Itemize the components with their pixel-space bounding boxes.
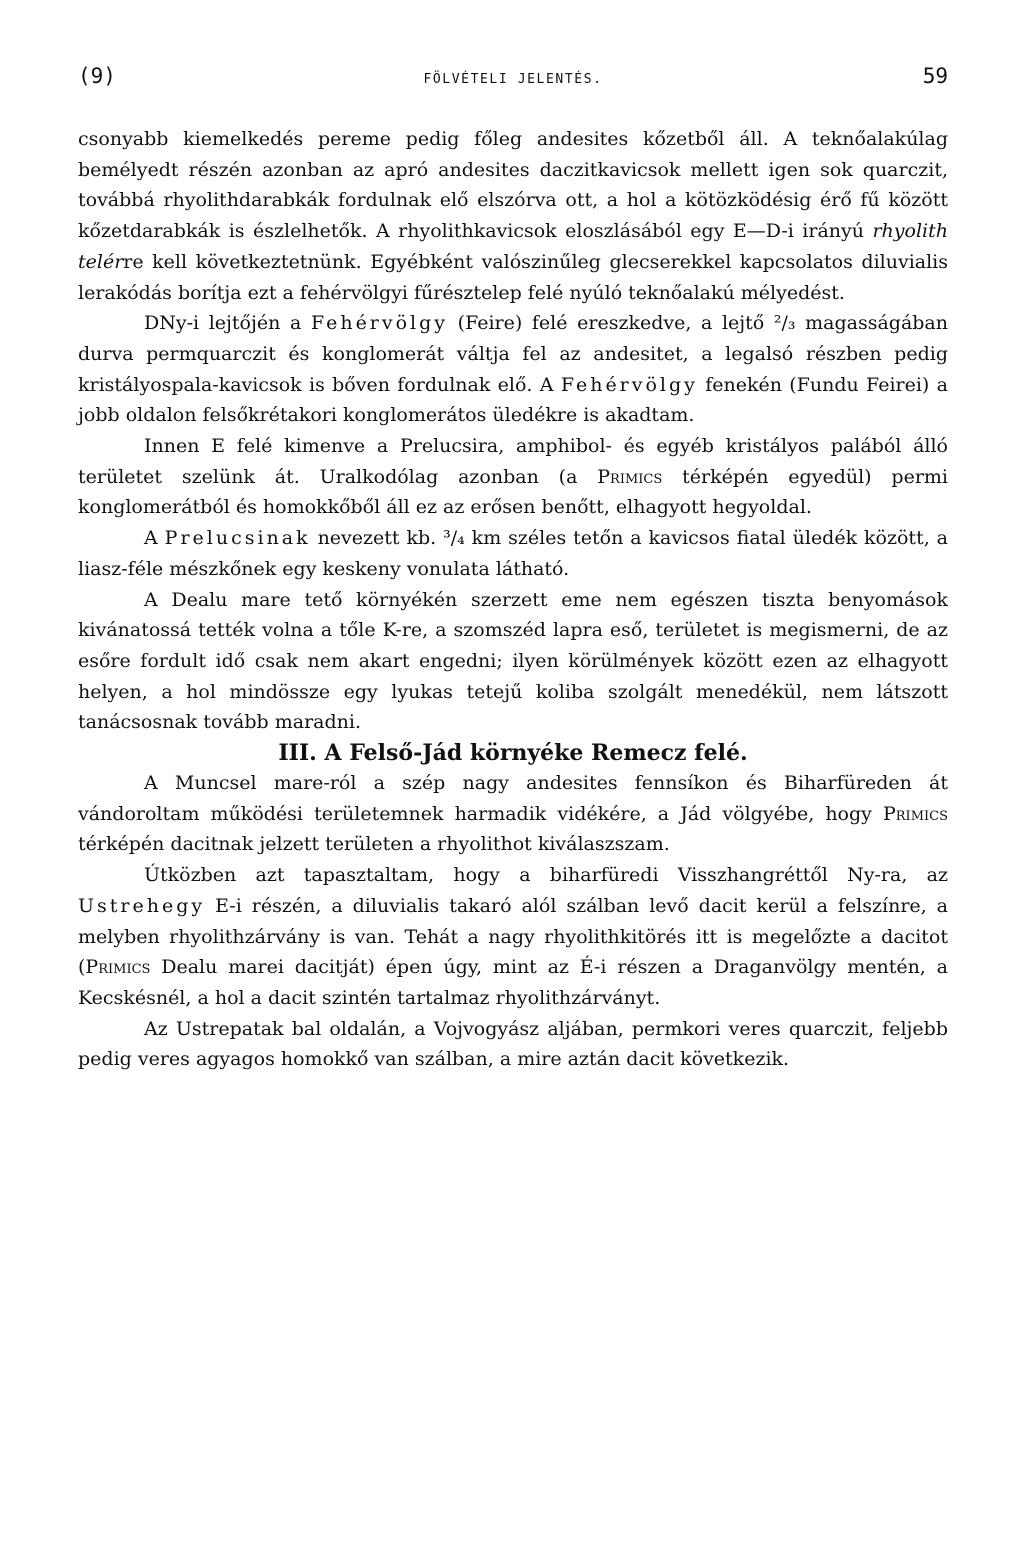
author-name: Primics [597, 465, 663, 488]
author-name: Primics [85, 956, 151, 979]
section-heading: III. A Felső-Jád környéke Remecz felé. [278, 740, 748, 767]
paragraph: Az Ustrepatak bal oldalán, a Vojvogyász aljában, permkori veres quarczit, feljebb pedig veres agyagos homokkő van szálban, a mire aztán dacit következik. [78, 1017, 948, 1071]
running-title: FÖLVÉTELI JELENTÉS. [423, 72, 603, 87]
paragraph: A Prelucsinak nevezett kb. ³/₄ km széles tetőn a kavicsos fiatal üledék között, a liasz-féle mészkőnek egy keskeny vonulata látható. [78, 527, 948, 580]
paragraph: DNy-i lejtőjén a Fehérvölgy (Feire) felé ereszkedve, a lejtő ²/₃ magasságában durva permquarczit és konglomerát váltja fel az andesitet, a legalsó részben pedig kristályospala-kavicsok is bőven fordulnak elő. A Fehérvölgy fenekén (Fundu Feirei) a jobb oldalon felsőkrétakori konglomerátos üledékre is akadtam. [78, 312, 948, 427]
paragraph: A Dealu mare tető környékén szerzett eme nem egészen tiszta benyomások kivánatossá tették volna a tőle K-re, a szomszéd lapra eső, területet is megismerni, de az esőre fordult idő csak nem akart engedni; ilyen körülmények között ezen az elhagyott helyen, a hol mindössze egy lyukas tetejű koliba szolgált menedékül, nem látszott tanácsosnak tovább maradni. [78, 588, 948, 734]
italic-term: rhyolith telér [78, 220, 948, 273]
spaced-place-name: Prelucsinak [164, 527, 311, 550]
author-name: Primics [882, 802, 948, 825]
spaced-place-name: Fehérvölgy [310, 312, 449, 335]
spaced-place-name: Ustrehegy [78, 894, 206, 917]
running-head [78, 64, 948, 92]
book-page [78, 0, 948, 1545]
body-text [78, 124, 948, 1075]
spaced-place-name: Fehérvölgy [560, 373, 698, 396]
chapter-number: (9) [78, 64, 116, 88]
paragraph: Innen E felé kimenve a Prelucsira, amphibol- és egyéb kristályos palából álló területet szelünk át. Uralkodólag azonban (a Primics térképén egyedül) permi konglomerátból és homokkőből áll ez az erősen benőtt, elhagyott hegyoldal. [78, 435, 948, 519]
paragraph: Útközben azt tapasztaltam, hogy a biharfüredi Visszhangréttől Ny-ra, az Ustrehegy E-i részén, a diluvialis takaró alól szálban levő dacit kerül a felszínre, a melyben rhyolithzárvány is van. Tehát a nagy rhyolithkitörés itt is megelőzte a dacitot (Primics Dealu marei dacitját) épen úgy, mint az É-i részen a Draganvölgy mentén, a Kecskésnél, a hol a dacit szintén tartalmaz rhyolithzárványt. [78, 864, 948, 1009]
page-number: 59 [922, 64, 948, 88]
paragraph: A Muncsel mare-ról a szép nagy andesites fennsíkon és Biharfüreden át vándoroltam működési területemnek harmadik vidékére, a Jád völgyébe, hogy Primics térképén dacitnak jelzett területen a rhyolithot kiválaszszam. [78, 772, 948, 856]
paragraph-continued: csonyabb kiemelkedés pereme pedig főleg andesites kőzetből áll. A teknőalakúlag bemélyedt részén azonban az apró andesites daczitkavicsok mellett igen sok quarczit, továbbá rhyolithdarabkák fordulnak elő elszórva ott, a hol a kötözködésig érő fű között kőzetdarabkák is észlelhetők. A rhyolithkavicsok eloszlásából egy E—D-i irányú rhyolith telérre kell következtetnünk. Egyébként valószinűleg glecserekkel kapcsolatos diluvialis lerakódás borítja ezt a fehérvölgyi fűrésztelep felé nyúló teknőalakú mélyedést. [78, 128, 948, 304]
